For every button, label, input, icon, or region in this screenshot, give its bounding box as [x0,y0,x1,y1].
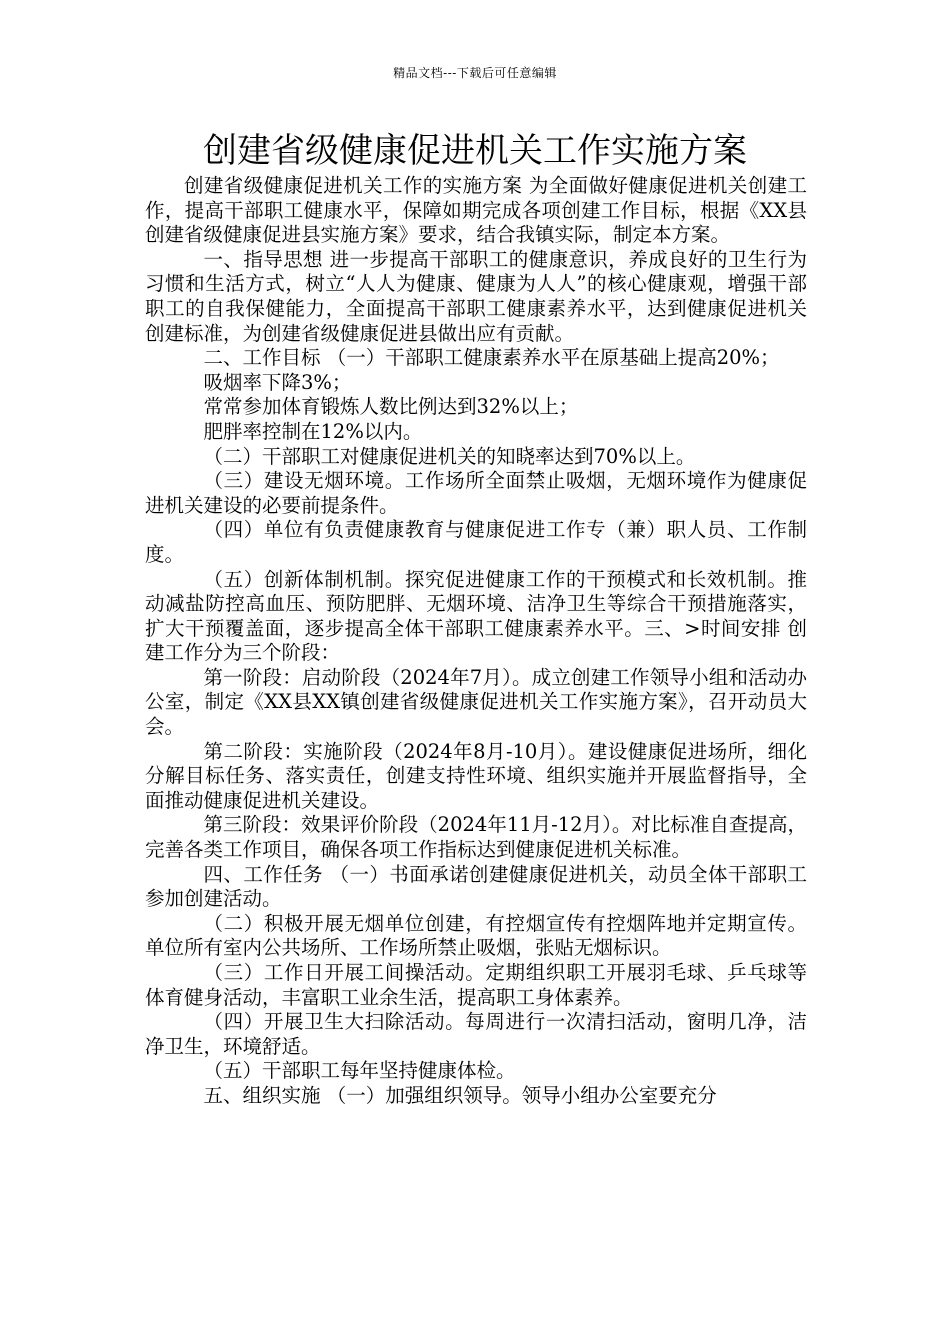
page-header: 精品文档---下载后可任意编辑 [393,66,557,80]
body-paragraph: 四、工作任务 （一）书面承诺创建健康促进机关，动员全体干部职工参加创建活动。 [145,862,807,911]
body-paragraph: （五）干部职工每年坚持健康体检。 [203,1059,516,1083]
body-paragraph: （五）创新体制机制。探究促进健康工作的干预模式和长效机制。推动减盐防控高血压、预防肥胖、无烟环境、洁净卫生等综合干预措施落实，扩大干预覆盖面，逐步提高全体干部职工健康素养水平。三、>时间安排 创建工作分为三个阶段： [145,567,807,665]
body-paragraph: 第三阶段：效果评价阶段（2024年11月-12月）。对比标准自查提高，完善各类工作项目，确保各项工作指标达到健康促进机关标准。 [145,813,807,862]
body-paragraph: （二）积极开展无烟单位创建，有控烟宣传有控烟阵地并定期宣传。单位所有室内公共场所、工作场所禁止吸烟，张贴无烟标识。 [145,911,807,960]
body-paragraph: 第二阶段：实施阶段（2024年8月-10月）。建设健康促进场所，细化分解目标任务、落实责任，创建支持性环境、组织实施并开展监督指导，全面推动健康促进机关建设。 [145,739,807,812]
body-paragraph: 常常参加体育锻炼人数比例达到32%以上； [203,395,579,419]
body-paragraph: （三）建设无烟环境。工作场所全面禁止吸烟，无烟环境作为健康促进机关建设的必要前提条件。 [145,469,807,517]
body-paragraph: （四）单位有负责健康教育与健康促进工作专（兼）职人员、工作制度。 [145,518,807,566]
body-paragraph: 第一阶段：启动阶段（2024年7月）。成立创建工作领导小组和活动办公室，制定《XX县XX镇创建省级健康促进机关工作实施方案》，召开动员大会。 [145,665,807,739]
body-paragraph: 一、指导思想 进一步提高干部职工的健康意识，养成良好的卫生行为习惯和生活方式，树立“人人为健康、健康为人人”的核心健康观，增强干部职工的自我保健能力，全面提高干部职工健康素养水平，达到健康促进机关创建标准，为创建省级健康促进县做出应有贡献。 [145,247,807,345]
document-title: 创建省级健康促进机关工作实施方案 [203,131,747,171]
body-paragraph: 二、工作目标 （一）干部职工健康素养水平在原基础上提高20%； [203,346,780,370]
body-paragraph: （二）干部职工对健康促进机关的知晓率达到70%以上。 [203,444,696,468]
body-paragraph: （四）开展卫生大扫除活动。每周进行一次清扫活动，窗明几净，洁净卫生，环境舒适。 [145,1010,807,1058]
body-paragraph: 肥胖率控制在12%以内。 [203,419,423,443]
body-paragraph: 创建省级健康促进机关工作的实施方案 为全面做好健康促进机关创建工作，提高干部职工健康水平，保障如期完成各项创建工作目标，根据《XX县创建省级健康促进县实施方案》要求，结合我镇实际，制定本方案。 [145,174,807,247]
document-body [145,174,807,1109]
body-paragraph: 五、组织实施 （一）加强组织领导。领导小组办公室要充分 [203,1083,717,1107]
body-paragraph: 吸烟率下降3%； [203,370,352,394]
body-paragraph: （三）工作日开展工间操活动。定期组织职工开展羽毛球、乒乓球等体育健身活动，丰富职工业余生活，提高职工身体素养。 [145,961,807,1009]
